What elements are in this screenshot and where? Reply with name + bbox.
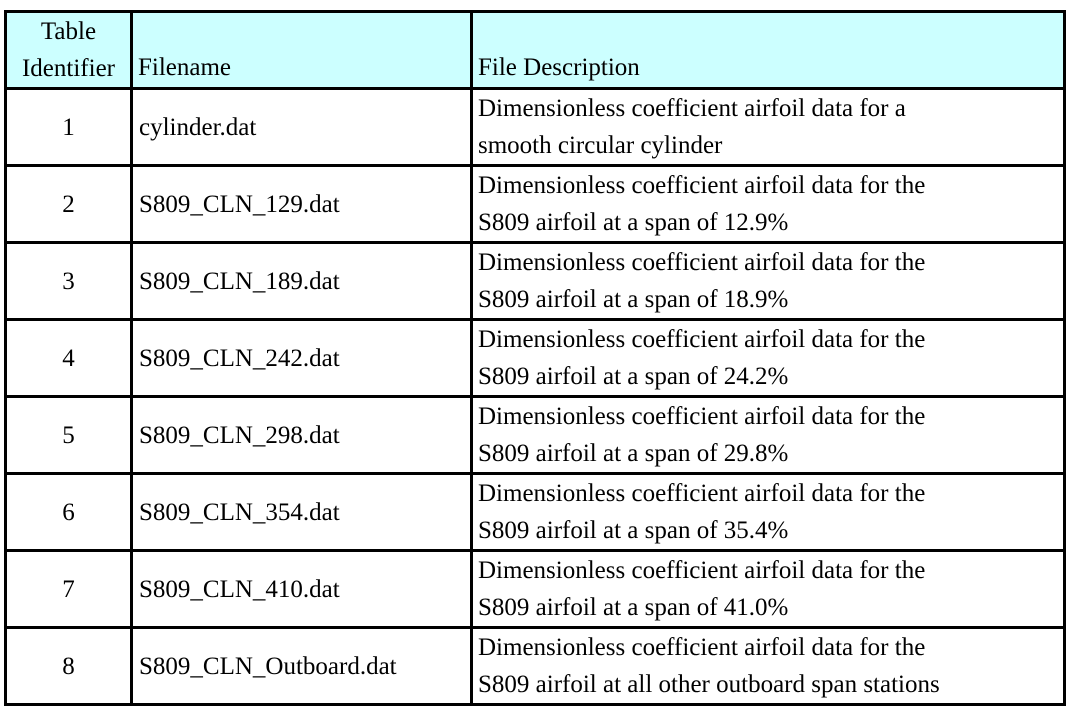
cell-file-description [472, 166, 1065, 243]
cell-table-identifier: 7 [6, 551, 132, 628]
description-line1: Dimensionless coefficient airfoil data for the [478, 634, 926, 661]
header-table-identifier-line1: Table [40, 18, 97, 45]
description-line1: Dimensionless coefficient airfoil data for the [478, 326, 926, 353]
description-line2: S809 airfoil at a span of 18.9% [478, 286, 789, 313]
cell-table-identifier: 4 [6, 320, 132, 397]
cell-file-description [472, 628, 1065, 705]
cell-file-description [472, 243, 1065, 320]
cell-file-description [472, 320, 1065, 397]
description-line2: S809 airfoil at a span of 12.9% [478, 209, 789, 236]
airfoil-data-file-table [4, 10, 1066, 706]
cell-filename: S809_CLN_410.dat [132, 551, 472, 628]
cell-file-description [472, 551, 1065, 628]
description-line2: S809 airfoil at a span of 41.0% [478, 594, 789, 621]
table-header-row [6, 12, 1065, 89]
table-row [6, 397, 1065, 474]
table-row [6, 166, 1065, 243]
description-line1: Dimensionless coefficient airfoil data for the [478, 249, 926, 276]
description-line1: Dimensionless coefficient airfoil data for a [478, 95, 906, 122]
cell-table-identifier: 2 [6, 166, 132, 243]
cell-table-identifier: 1 [6, 89, 132, 166]
description-line2: S809 airfoil at a span of 35.4% [478, 517, 789, 544]
cell-filename: S809_CLN_242.dat [132, 320, 472, 397]
cell-file-description [472, 397, 1065, 474]
cell-filename: S809_CLN_189.dat [132, 243, 472, 320]
cell-filename: S809_CLN_298.dat [132, 397, 472, 474]
cell-filename: S809_CLN_354.dat [132, 474, 472, 551]
cell-filename: cylinder.dat [132, 89, 472, 166]
description-line1: Dimensionless coefficient airfoil data for the [478, 557, 926, 584]
header-filename: Filename [132, 12, 472, 89]
description-line1: Dimensionless coefficient airfoil data for the [478, 480, 926, 507]
table-row [6, 243, 1065, 320]
cell-file-description [472, 474, 1065, 551]
cell-filename: S809_CLN_Outboard.dat [132, 628, 472, 705]
table-row [6, 551, 1065, 628]
cell-table-identifier: 8 [6, 628, 132, 705]
table-row [6, 89, 1065, 166]
description-line1: Dimensionless coefficient airfoil data for the [478, 172, 926, 199]
description-line2: smooth circular cylinder [478, 132, 723, 159]
cell-table-identifier: 6 [6, 474, 132, 551]
description-line2: S809 airfoil at a span of 24.2% [478, 363, 789, 390]
header-table-identifier-line2: Identifier [21, 55, 115, 82]
description-line1: Dimensionless coefficient airfoil data for the [478, 403, 926, 430]
cell-table-identifier: 3 [6, 243, 132, 320]
table-row [6, 320, 1065, 397]
header-file-description: File Description [472, 12, 1065, 89]
cell-file-description [472, 89, 1065, 166]
table-row [6, 474, 1065, 551]
cell-table-identifier: 5 [6, 397, 132, 474]
description-line2: S809 airfoil at a span of 29.8% [478, 440, 789, 467]
description-line2: S809 airfoil at all other outboard span stations [478, 671, 940, 698]
header-table-identifier [6, 12, 132, 89]
cell-filename: S809_CLN_129.dat [132, 166, 472, 243]
table-row [6, 628, 1065, 705]
